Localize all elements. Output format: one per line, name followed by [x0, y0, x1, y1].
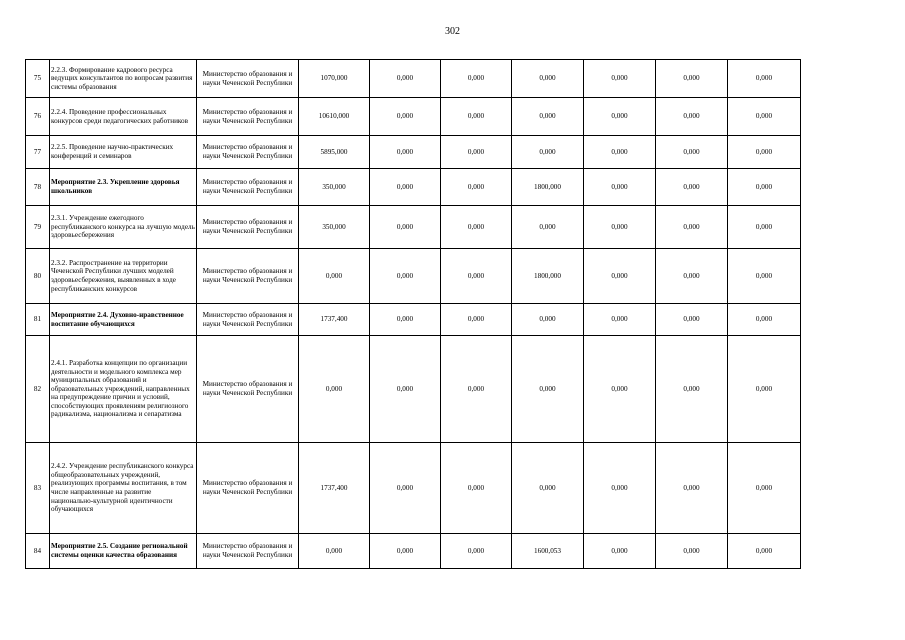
row-number: 84: [26, 534, 50, 569]
table-row: [26, 60, 801, 98]
row-number: 81: [26, 304, 50, 336]
amount-cell: 350,000: [299, 169, 370, 206]
amount-cell: 0,000: [512, 206, 584, 249]
amount-cell: 0,000: [512, 98, 584, 136]
amount-cell: 0,000: [728, 336, 801, 443]
amount-cell: 0,000: [299, 534, 370, 569]
row-number: 79: [26, 206, 50, 249]
amount-cell: 0,000: [656, 534, 728, 569]
amount-cell: 0,000: [370, 443, 441, 534]
amount-cell: 0,000: [728, 304, 801, 336]
amount-cell: 0,000: [441, 98, 512, 136]
amount-cell: 0,000: [370, 336, 441, 443]
amount-cell: 0,000: [299, 249, 370, 304]
table-row: [26, 304, 801, 336]
amount-cell: 0,000: [441, 206, 512, 249]
row-number: 76: [26, 98, 50, 136]
table-row: [26, 169, 801, 206]
amount-cell: 0,000: [512, 443, 584, 534]
amount-cell: 0,000: [370, 98, 441, 136]
executor-cell: Министерство образования и науки Чеченской Республики: [197, 136, 299, 169]
activity-description: 2.2.4. Проведение профессиональных конкурсов среди педагогических работников: [50, 98, 197, 136]
amount-cell: 0,000: [584, 304, 656, 336]
amount-cell: 0,000: [441, 249, 512, 304]
executor-cell: Министерство образования и науки Чеченской Республики: [197, 443, 299, 534]
amount-cell: 0,000: [370, 136, 441, 169]
amount-cell: 0,000: [584, 336, 656, 443]
table-row: [26, 206, 801, 249]
executor-cell: Министерство образования и науки Чеченской Республики: [197, 336, 299, 443]
amount-cell: 1070,000: [299, 60, 370, 98]
table-row: [26, 98, 801, 136]
amount-cell: 0,000: [656, 98, 728, 136]
activity-description: 2.2.5. Проведение научно-практических конференций и семинаров: [50, 136, 197, 169]
activity-description: Мероприятие 2.4. Духовно-нравственное воспитание обучающихся: [50, 304, 197, 336]
amount-cell: 0,000: [584, 169, 656, 206]
amount-cell: 350,000: [299, 206, 370, 249]
activity-description: Мероприятие 2.3. Укрепление здоровья школьников: [50, 169, 197, 206]
row-number: 75: [26, 60, 50, 98]
executor-cell: Министерство образования и науки Чеченской Республики: [197, 98, 299, 136]
amount-cell: 0,000: [584, 249, 656, 304]
amount-cell: 0,000: [728, 60, 801, 98]
amount-cell: 0,000: [584, 443, 656, 534]
amount-cell: 0,000: [656, 249, 728, 304]
row-number: 78: [26, 169, 50, 206]
executor-cell: Министерство образования и науки Чеченской Республики: [197, 206, 299, 249]
table-row: [26, 136, 801, 169]
table-row: [26, 336, 801, 443]
amount-cell: 0,000: [656, 336, 728, 443]
activity-description: 2.3.1. Учреждение ежегодного республиканского конкурса на лучшую модель здоровьесбережения: [50, 206, 197, 249]
amount-cell: 0,000: [656, 206, 728, 249]
amount-cell: 0,000: [656, 169, 728, 206]
amount-cell: 0,000: [441, 169, 512, 206]
amount-cell: 0,000: [728, 249, 801, 304]
amount-cell: 0,000: [584, 60, 656, 98]
amount-cell: 5895,000: [299, 136, 370, 169]
amount-cell: 0,000: [370, 249, 441, 304]
amount-cell: 0,000: [656, 136, 728, 169]
amount-cell: 0,000: [441, 60, 512, 98]
page-number: 302: [445, 26, 460, 37]
executor-cell: Министерство образования и науки Чеченской Республики: [197, 60, 299, 98]
amount-cell: 1800,000: [512, 249, 584, 304]
amount-cell: 0,000: [584, 98, 656, 136]
activity-description: 2.4.2. Учреждение республиканского конкурса общеобразовательных учреждений, реализующих программы воспитания, в том числе направленные на развитие национально-культурной идентичности обучающихся: [50, 443, 197, 534]
amount-cell: 0,000: [584, 136, 656, 169]
amount-cell: 1600,053: [512, 534, 584, 569]
amount-cell: 0,000: [512, 136, 584, 169]
activity-description: 2.2.3. Формирование кадрового ресурса ведущих консультантов по вопросам развития системы образования: [50, 60, 197, 98]
amount-cell: 0,000: [728, 169, 801, 206]
amount-cell: 0,000: [370, 206, 441, 249]
executor-cell: Министерство образования и науки Чеченской Республики: [197, 249, 299, 304]
amount-cell: 0,000: [441, 534, 512, 569]
amount-cell: 0,000: [656, 304, 728, 336]
activity-description: 2.4.1. Разработка концепции по организации деятельности и модельного комплекса мер муниципальных образований и образовательных учреждений, направленных на предупреждение причин и условий, способствующих проявлениям религиозного радикализма, национализма и сепаратизма: [50, 336, 197, 443]
amount-cell: 0,000: [441, 443, 512, 534]
executor-cell: Министерство образования и науки Чеченской Республики: [197, 534, 299, 569]
amount-cell: 0,000: [370, 169, 441, 206]
amount-cell: 0,000: [370, 534, 441, 569]
table-row: [26, 249, 801, 304]
row-number: 82: [26, 336, 50, 443]
amount-cell: 0,000: [512, 304, 584, 336]
amount-cell: 0,000: [299, 336, 370, 443]
amount-cell: 0,000: [728, 443, 801, 534]
amount-cell: 0,000: [728, 206, 801, 249]
amount-cell: 0,000: [441, 304, 512, 336]
amount-cell: 0,000: [370, 304, 441, 336]
activity-description: 2.3.2. Распространение на территории Чеченской Республики лучших моделей здоровьесбережения, выявленных в ходе республиканских конкурсов: [50, 249, 197, 304]
executor-cell: Министерство образования и науки Чеченской Республики: [197, 304, 299, 336]
table-row: [26, 534, 801, 569]
row-number: 77: [26, 136, 50, 169]
amount-cell: 0,000: [370, 60, 441, 98]
budget-table: [25, 59, 801, 569]
amount-cell: 0,000: [512, 336, 584, 443]
amount-cell: 0,000: [728, 98, 801, 136]
amount-cell: 0,000: [728, 136, 801, 169]
activity-description: Мероприятие 2.5. Создание региональной системы оценки качества образования: [50, 534, 197, 569]
amount-cell: 1800,000: [512, 169, 584, 206]
amount-cell: 0,000: [512, 60, 584, 98]
executor-cell: Министерство образования и науки Чеченской Республики: [197, 169, 299, 206]
amount-cell: 0,000: [656, 60, 728, 98]
amount-cell: 0,000: [584, 534, 656, 569]
amount-cell: 0,000: [441, 336, 512, 443]
amount-cell: 10610,000: [299, 98, 370, 136]
amount-cell: 0,000: [728, 534, 801, 569]
amount-cell: 0,000: [441, 136, 512, 169]
amount-cell: 1737,400: [299, 443, 370, 534]
row-number: 83: [26, 443, 50, 534]
table-row: [26, 443, 801, 534]
row-number: 80: [26, 249, 50, 304]
amount-cell: 0,000: [656, 443, 728, 534]
amount-cell: 1737,400: [299, 304, 370, 336]
amount-cell: 0,000: [584, 206, 656, 249]
